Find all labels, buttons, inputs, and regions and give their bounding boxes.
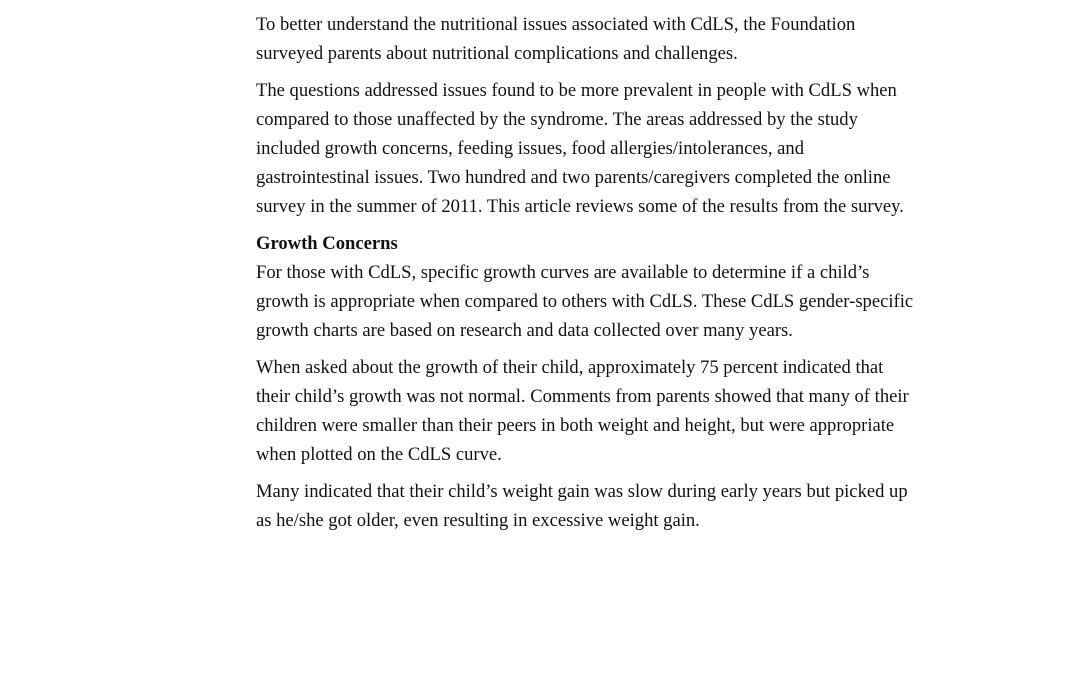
section-heading: Growth Concerns [256,233,398,254]
growth-results-paragraph: When asked about the growth of their child, approximately 75 percent indicated that their child’s growth was not normal. Comments from parents showed that many of their children were smaller than their peers in both weight and height, but were appropriate when plotted on the CdLS curve. [256,357,909,465]
document-page [256,10,916,543]
growth-curves-paragraph: For those with CdLS, specific growth curves are available to determine if a child’s growth is appropriate when compared to others with CdLS. These CdLS gender-specific growth charts are based on research and data collected over many years. [256,262,914,341]
survey-description-paragraph: The questions addressed issues found to be more prevalent in people with CdLS when compared to those unaffected by the syndrome. The areas addressed by the study included growth concerns, feeding issues, food allergies/intolerances, and gastrointestinal issues. Two hundred and two parents/caregivers completed the online survey in the summer of 2011. This article reviews some of the results from the survey. [256,80,904,217]
intro-paragraph: To better understand the nutritional issues associated with CdLS, the Foundation surveyed parents about nutritional complications and challenges. [256,14,856,64]
weight-gain-paragraph: Many indicated that their child’s weight gain was slow during early years but picked up as he/she got older, even resulting in excessive weight gain. [256,481,908,531]
